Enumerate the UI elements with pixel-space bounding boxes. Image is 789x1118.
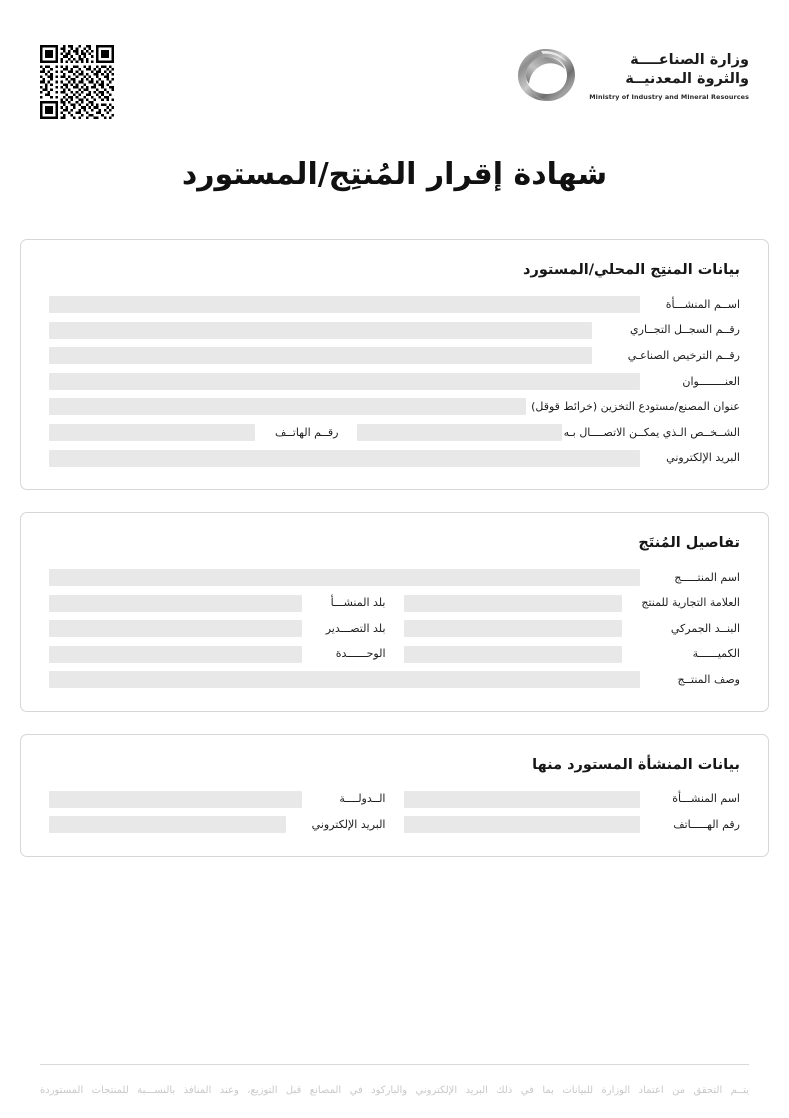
ministry-name-line1: وزارة الصناعــــة	[630, 51, 749, 68]
ministry-name-line2: والثروة المعدنيــة	[625, 71, 749, 88]
unit-input[interactable]	[49, 646, 302, 663]
source-country-input[interactable]	[49, 791, 302, 808]
field-row-trademark-origin	[49, 594, 740, 612]
field-row-source-name-country	[49, 790, 740, 808]
ministry-name	[589, 51, 749, 102]
field-row-industrial-license	[49, 347, 740, 365]
source-phone-input[interactable]	[404, 816, 641, 833]
field-row-source-phone-email	[49, 816, 740, 834]
product-name-input[interactable]	[49, 569, 640, 586]
customs-code-input[interactable]	[404, 620, 623, 637]
field-row-establishment-name	[49, 296, 740, 314]
page-footer	[40, 1064, 749, 1100]
field-label: الــدولــــة	[339, 792, 386, 806]
factory-address-input[interactable]	[49, 398, 526, 415]
field-group-country-origin	[49, 594, 386, 612]
field-row-commercial-register	[49, 321, 740, 339]
ministry-name-english: Ministry of Industry and Mineral Resources	[589, 92, 749, 101]
field-row-contact-person	[49, 424, 740, 442]
qr-code-icon	[40, 45, 114, 119]
page-header	[0, 0, 789, 105]
address-input[interactable]	[49, 373, 640, 390]
field-label: البنــد الجمركي	[670, 621, 740, 635]
page-title: شهادة إقرار المُنتِج/المستورد	[181, 157, 608, 192]
field-row-email	[49, 449, 740, 467]
section-title: تفاصيل المُنتَج	[638, 534, 740, 551]
ministry-ribbon-logo-icon	[513, 44, 579, 108]
field-group-unit	[49, 645, 386, 663]
field-group-quantity	[404, 645, 741, 663]
establishment-name-input[interactable]	[49, 296, 640, 313]
footer-note: يتــم التحقق من اعتماد الوزارة للبيانات بما في ذلك البريد الإلكتروني والباركود في المصانع قبل التوزيع، وعند المنافذ بالنســـبة للمنتجات المستوردة	[40, 1085, 749, 1096]
form-sections	[0, 239, 789, 857]
source-email-input[interactable]	[49, 816, 286, 833]
field-label: اســم المنشـــأة	[665, 297, 740, 311]
field-label: رقــم الترخيص الصناعـي	[627, 348, 740, 362]
field-group-source-country	[49, 790, 386, 808]
field-label: رقــم الهاتــف	[274, 425, 339, 439]
field-group-source-name	[404, 790, 741, 808]
field-label: بلد المنشـــأ	[330, 596, 386, 610]
contact-person-input[interactable]	[357, 424, 563, 441]
commercial-register-input[interactable]	[49, 322, 592, 339]
product-trademark-input[interactable]	[404, 595, 623, 612]
section-local-producer-importer	[20, 239, 769, 490]
source-establishment-name-input[interactable]	[404, 791, 641, 808]
field-label: عنوان المصنع/مستودع التخزين (خرائط قوقل)	[531, 400, 740, 414]
field-row-product-name	[49, 569, 740, 587]
field-row-customs-export	[49, 620, 740, 638]
field-row-address	[49, 373, 740, 391]
country-of-origin-input[interactable]	[49, 595, 302, 612]
quantity-input[interactable]	[404, 646, 623, 663]
product-description-input[interactable]	[49, 671, 640, 688]
field-label: العنــــــــوان	[682, 374, 740, 388]
field-label: الوحــــــدة	[335, 647, 386, 661]
field-row-quantity-unit	[49, 645, 740, 663]
section-product-details	[20, 512, 769, 712]
field-group-country-export	[49, 620, 386, 638]
field-row-product-description	[49, 671, 740, 689]
industrial-license-input[interactable]	[49, 347, 592, 364]
field-group-source-email	[49, 816, 386, 834]
field-group-source-phone	[404, 816, 741, 834]
field-label: البريد الإلكتروني	[666, 451, 740, 465]
field-label: اسم المنتـــــج	[674, 570, 740, 584]
email-input[interactable]	[49, 450, 640, 467]
section-title: بيانات المنتِج المحلي/المستورد	[523, 262, 740, 278]
field-row-factory-address	[49, 398, 740, 416]
section-title: بيانات المنشأة المستورد منها	[532, 756, 740, 773]
field-label: وصف المنتــج	[677, 673, 740, 687]
ministry-brand	[513, 44, 749, 108]
field-label: العلامة التجارية للمنتج	[641, 596, 740, 610]
field-group-customs-code	[404, 620, 741, 638]
field-label: البريد الإلكتروني	[311, 817, 386, 831]
field-label: الشــخــص الـذي يمكــن الاتصــــال بـه	[563, 425, 740, 439]
field-group-trademark	[404, 594, 741, 612]
field-label: الكميــــــة	[692, 647, 740, 661]
country-of-export-input[interactable]	[49, 620, 302, 637]
field-label: اسم المنشـــأة	[672, 792, 740, 806]
field-label: رقم الهـــــاتف	[673, 817, 740, 831]
contact-phone-input[interactable]	[49, 424, 255, 441]
section-source-establishment	[20, 734, 769, 857]
footer-divider	[40, 1064, 749, 1065]
field-label: رقــم السجــل التجــاري	[630, 323, 740, 337]
field-label: بلد التصـــدير	[325, 621, 386, 635]
